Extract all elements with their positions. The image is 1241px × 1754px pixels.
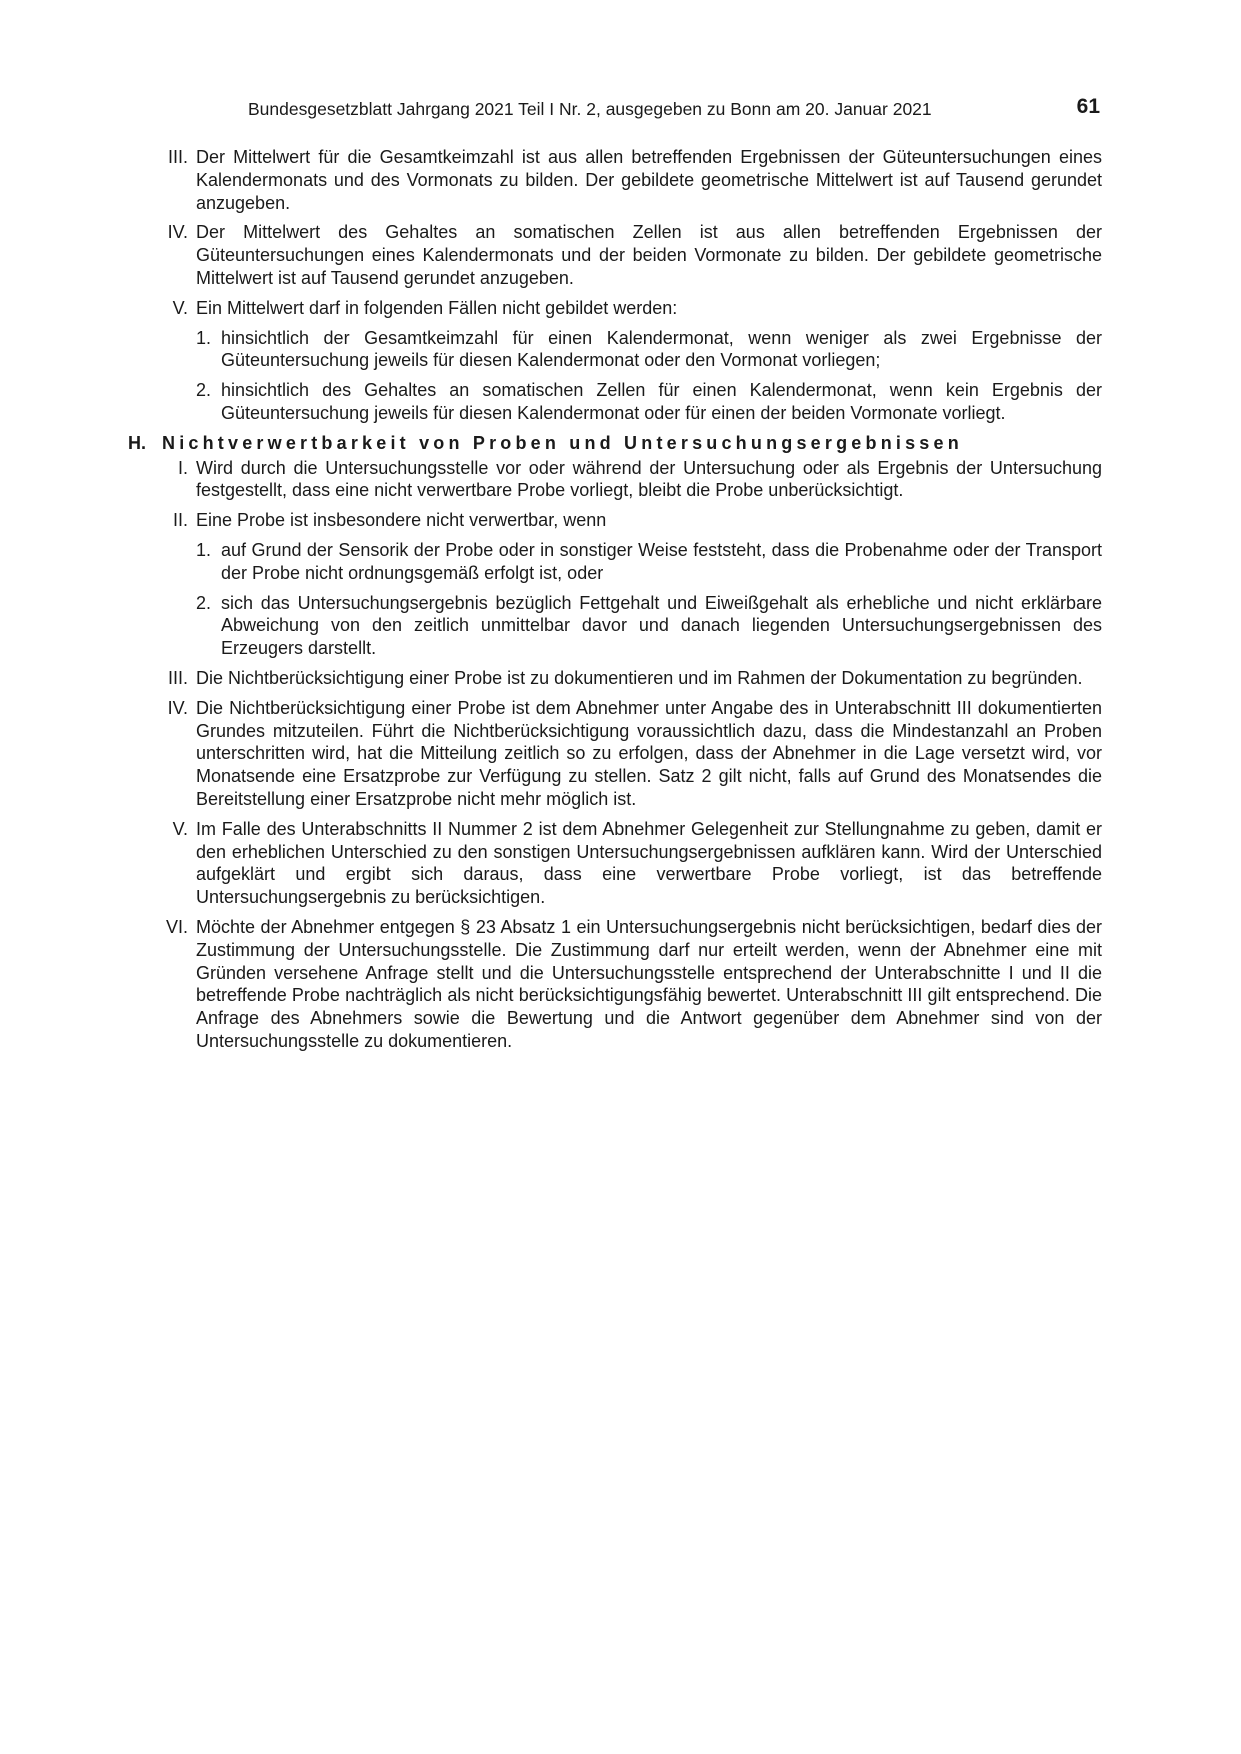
section-number: H. [128, 432, 146, 453]
item-number: V. [172, 297, 188, 318]
list-item [128, 146, 1102, 214]
subitem-text: sich das Untersuchungsergebnis bezüglich Fettgehalt und Eiweißgehalt als erhebliche und nicht erklärbare Abweichung von den zeitlich unmittelbar davor und danach liegenden Untersuchungsergebnissen des Erzeugers darstellt. [221, 592, 1102, 659]
item-text: Die Nichtberücksichtigung einer Probe ist zu dokumentieren und im Rahmen der Dokumentation zu begründen. [196, 667, 1083, 688]
sub-list-item [128, 379, 1102, 425]
item-number: IV. [167, 697, 188, 718]
subitem-number: 2. [196, 380, 212, 401]
item-text: Der Mittelwert für die Gesamtkeimzahl ist aus allen betreffenden Ergebnissen der Güteuntersuchungen eines Kalendermonats und des Vormonats zu bilden. Der gebildete geometrische Mittelwert ist auf Tausend gerundet anzugeben. [196, 147, 1102, 213]
gazette-title: Bundesgesetzblatt Jahrgang 2021 Teil I Nr. 2, ausgegeben zu Bonn am 20. Januar 2021 [248, 99, 932, 119]
item-text: Ein Mittelwert darf in folgenden Fällen nicht gebildet werden: [196, 297, 678, 318]
section-title: Nichtverwertbarkeit von Proben und Untersuchungsergebnissen [162, 432, 963, 453]
subitem-text: auf Grund der Sensorik der Probe oder in sonstiger Weise feststeht, dass die Probenahme oder der Transport der Probe nicht ordnungsgemäß erfolgt ist, oder [221, 539, 1102, 583]
list-item [128, 916, 1102, 1053]
item-number: VI. [165, 916, 188, 937]
item-number: IV. [167, 222, 188, 243]
item-text: Wird durch die Untersuchungsstelle vor oder während der Untersuchung oder als Ergebnis der Untersuchung festgestellt, dass eine nicht verwertbare Probe vorliegt, bleibt die Probe unberücksichtigt. [196, 457, 1102, 501]
item-text: Im Falle des Unterabschnitts II Nummer 2 ist dem Abnehmer Gelegenheit zur Stellungnahme zu geben, damit er den erheblichen Unterschied zu den sonstigen Untersuchungsergebnissen aufklären kann. Wird der Unterschied aufgeklärt und ergibt sich daraus, dass eine verwertbare Probe vorliegt, ist das betreffende Untersuchungsergebnis zu berücksichtigen. [196, 818, 1102, 908]
item-text: Möchte der Abnehmer entgegen § 23 Absatz 1 ein Untersuchungsergebnis nicht berücksichtigen, bedarf dies der Zustimmung der Untersuchungsstelle. Die Zustimmung darf nur erteilt werden, wenn der Abnehmer eine mit Gründen versehene Anfrage stellt und die Untersuchungsstelle entsprechend der Unterabschnitte I und II die betreffende Probe nachträglich als nicht berücksichtigungsfähig bewertet. Unterabschnitt III gilt entsprechend. Die Anfrage des Abnehmers sowie die Bewertung und die Antwort gegenüber dem Abnehmer sind von der Untersuchungsstelle zu dokumentieren. [196, 916, 1102, 1051]
item-text: Der Mittelwert des Gehaltes an somatischen Zellen ist aus allen betreffenden Ergebnissen der Güteuntersuchungen eines Kalendermonats und der beiden Vormonate zu bilden. Der gebildete geometrische Mittelwert ist auf Tausend gerundet anzugeben. [196, 222, 1102, 288]
list-item [128, 667, 1102, 690]
list-item [128, 697, 1102, 811]
document-body [128, 146, 1102, 1060]
list-item [128, 297, 1102, 320]
subitem-number: 2. [196, 592, 212, 613]
subitem-text: hinsichtlich des Gehaltes an somatischen Zellen für einen Kalendermonat, wenn kein Ergebnis der Güteuntersuchung jeweils für diesen Kalendermonat oder für einen der beiden Vormonate vorliegt. [221, 380, 1102, 423]
subitem-text: hinsichtlich der Gesamtkeimzahl für einen Kalendermonat, wenn weniger als zwei Ergebnisse der Güteuntersuchung jeweils für diesen Kalendermonat oder den Vormonat vorliegen; [221, 327, 1102, 371]
list-item [128, 221, 1102, 289]
item-text: Die Nichtberücksichtigung einer Probe ist dem Abnehmer unter Angabe des in Unterabschnitt III dokumentierten Grundes mitzuteilen. Führt die Nichtberücksichtigung voraussichtlich dazu, dass die Mindestanzahl an Proben unterschritten wird, hat die Mitteilung zeitlich so zu erfolgen, dass der Abnehmer in die Lage versetzt wird, vor Monatsende eine Ersatzprobe zur Verfügung zu stellen. Satz 2 gilt nicht, falls auf Grund des Monatsendes die Bereitstellung einer Ersatzprobe nicht mehr möglich ist. [196, 697, 1102, 809]
subitem-number: 1. [196, 327, 212, 348]
sub-list-item [128, 539, 1102, 585]
item-number: III. [167, 667, 188, 688]
subitem-number: 1. [196, 539, 212, 560]
item-number: V. [172, 818, 188, 839]
list-item [128, 457, 1102, 503]
sub-list-item [128, 327, 1102, 373]
sub-list-item [128, 592, 1102, 660]
page-number: 61 [1076, 95, 1100, 118]
list-item [128, 509, 1102, 532]
list-item [128, 818, 1102, 909]
item-number: II. [172, 510, 188, 531]
item-number: III. [167, 147, 188, 167]
section-heading [128, 432, 1102, 455]
item-number: I. [177, 457, 188, 478]
item-text: Eine Probe ist insbesondere nicht verwertbar, wenn [196, 510, 607, 531]
